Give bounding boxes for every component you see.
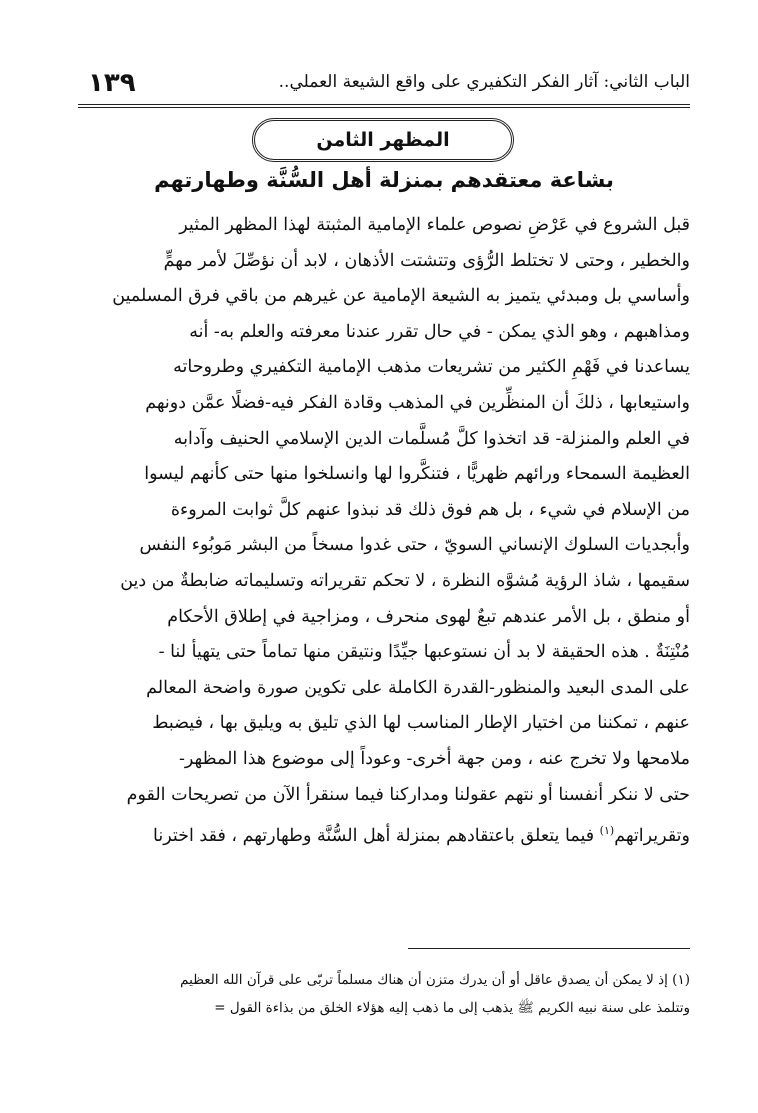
body-text [76,208,690,849]
section-label-box [252,118,514,162]
body-line: قبل الشروع في عَرْضِ نصوص علماء الإمامية المثبتة لهذا المظهر المثير [179,215,690,235]
last-line-end: فيما يتعلق باعتقادهم بمنزلة أهل السُّنَّة وطهارتهم ، فقد اخترنا [153,825,595,846]
body-line: سقيمها ، شاذ الرؤية مُشوَّه النظرة ، لا تحكم تقريراته وتسليماته ضابطةٌ من دين [120,570,690,591]
footnote-line: وتتلمذ على سنة نبيه الكريم ﷺ يذهب إلى ما ذهب إليه هؤلاء الخلق من بذاءة القول = [214,1000,690,1016]
section-heading: بشاعة معتقدهم بمنزلة أهل السُّنَّة وطهارتهم [154,168,614,192]
last-line-start: وتقريراتهم [614,825,690,846]
section-label: المظهر الثامن [316,129,450,151]
body-line: وأبجديات السلوك الإنساني السويّ ، حتى غدوا مسخاً من البشر مَوبُوء النفس [139,535,690,556]
footnote-line: (١) إذ لا يمكن أن يصدق عاقل أو أن يدرك متزن أن هناك مسلماً تربّى على قرآن الله العظيم [180,972,690,988]
body-line: على المدى البعيد والمنظور-القدرة الكاملة على تكوين صورة واضحة المعالم [146,677,690,698]
body-line: يساعدنا في فَهْمِ الكثير من تشريعات مذهب الإمامية التكفيري وطروحاته [173,357,690,378]
footnotes [76,966,690,1022]
body-line: ملامحها ولا تخرج عنه ، ومن جهة أخرى- وعوداً إلى موضوع هذا المظهر- [178,748,690,769]
footnote-reference: (١) [599,824,615,838]
body-line: ومذاهبهم ، وهو الذي يمكن - في حال تقرر عندنا معرفته والعلم به- أنه [189,321,690,342]
footnote-rule [408,948,690,949]
body-line: والخطير ، وحتى لا تختلط الرُّؤى وتتشتت الأذهان ، لابد أن نؤصِّلَ لأمر مهمٍّ [163,250,690,271]
body-line: في العلم والمنزلة- قد اتخذوا كلَّ مُسلَّمات الدين الإسلامي الحنيف وآدابه [173,428,690,449]
body-line: وأساسي بل ومبدئي يتميز به الشيعة الإمامية عن غيرهم من باقي فرق المسلمين [112,286,690,307]
body-line: مُنْتِنَةٌ . هذه الحقيقة لا بد أن نستوعبها جيِّدًا ونتيقن منها تماماً حتى يتهيأ لنا - [158,642,690,663]
header-rule [78,104,690,108]
body-line: حتى لا ننكر أنفسنا أو نتهم عقولنا ومداركنا فيما سنقرأ الآن من تصريحات القوم [126,784,690,805]
body-line: من الإسلام في شيء ، بل هم فوق ذلك قد نبذوا عنهم كلَّ ثوابت المروءة [170,499,690,520]
page-header [78,64,690,104]
body-line-last [76,813,690,849]
body-line: واستيعابها ، ذلكَ أن المنظِّرين في المذهب وقادة الفكر فيه-فضلًا عمَّن دونهم [145,392,690,413]
body-line: عنهم ، تمكننا من اختيار الإطار المناسب لها الذي تليق به ويليق بها ، فيضبط [152,713,690,734]
body-line: العظيمة السمحاء ورائهم ظهريًّا ، فتنكَّروا لها وانسلخوا منها حتى كأنهم ليسوا [144,464,690,485]
page-number: ١٣٩ [88,68,136,98]
running-title: الباب الثاني: آثار الفكر التكفيري على واقع الشيعة العملي.. [278,72,690,92]
body-line: أو منطق ، بل الأمر عندهم تبعٌ لهوى منحرف ، ومزاجية في إطلاق الأحكام [167,606,690,627]
